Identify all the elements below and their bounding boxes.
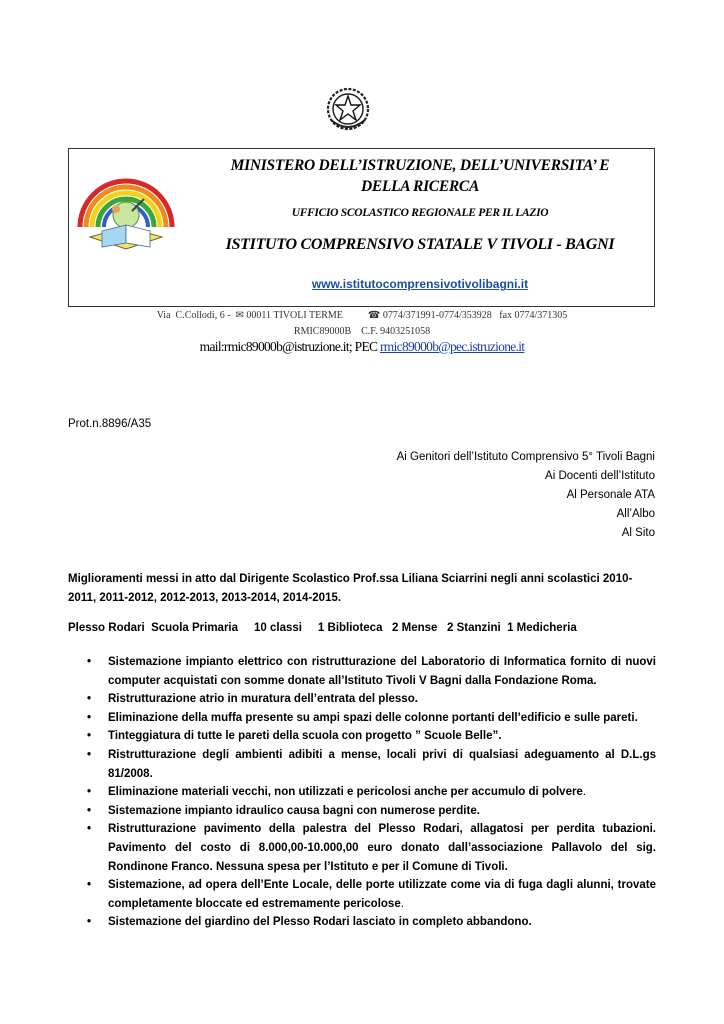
recipient: Al Sito [621,527,655,539]
institute-name: ISTITUTO COMPRENSIVO STATALE V TIVOLI - BAGNI [225,236,615,253]
list-item: • Sistemazione impianto elettrico con ristrutturazione del Laboratorio di Informatica fornito di nuovi computer acquistati con somme donate all’Istituto Tivoli V Bagni dalla Fondazione Roma. [68,653,656,690]
list-item: • Eliminazione della muffa presente su ampi spazi delle colonne portanti dell’edificio e sulle pareti. [68,709,656,728]
mail-link[interactable]: rmic89000b@istruzione.it; [223,339,352,354]
list-item: • Ristrutturazione pavimento della palestra del Plesso Rodari, allagatosi per perdita tubazioni. Pavimento del costo di 8.000,00-10.000,00 euro donato dall’associazione Pallavolo del sig. Rondinone Franco. Nessuna spesa per l’Istituto e per il Comune di Tivoli. [68,820,656,876]
address-line: Via C.Collodi, 6 - ✉ 00011 TIVOLI TERME ☎ 0774/371991-0774/353928 fax 0774/371305 [156,310,568,321]
website-link[interactable]: www.istitutocomprensivotivolibagni.it [311,277,529,291]
recipient: Ai Docenti dell’Istituto [545,470,655,482]
letterhead-box [68,148,655,307]
recipient: Ai Genitori dell’Istituto Comprensivo 5° Tivoli Bagni [396,451,655,463]
school-logo [72,157,180,257]
list-item: • Tinteggiatura di tutte le pareti della scuola con progetto ” Scuole Belle”. [68,727,656,746]
recipient: All’Albo [616,508,655,520]
improvements-list [68,653,656,932]
regional-office: UFFICIO SCOLASTICO REGIONALE PER IL LAZIO [291,207,549,219]
recipients [397,448,655,543]
list-item: • Ristrutturazione degli ambienti adibiti a mense, locali privi di qualsiasi adeguamento al D.L.gs 81/2008. [68,746,656,783]
list-item: • Sistemazione, ad opera dell’Ente Locale, delle porte utilizzate come via di fuga dagli alunni, trovate completamente bloccate ed estremamente pericolose. [68,876,656,913]
recipient: Al Personale ATA [566,489,655,501]
plesso-heading: Plesso Rodari Scuola Primaria 10 classi 1 Biblioteca 2 Mense 2 Stanzini 1 Medicheria [68,622,577,634]
phone-icon: ☎ [367,310,381,321]
mail-line: mail:rmic89000b@istruzione.it; PEC rmic89000b@pec.istruzione.it [199,339,525,354]
intro-paragraph: Miglioramenti messi in atto dal Dirigente Scolastico Prof.ssa Liliana Sciarrini negli anni scolastici 2010-2011, 2011-2012, 2012-2013, 2013-2014, 2014-2015. [68,573,633,604]
list-item: • Sistemazione del giardino del Plesso Rodari lasciato in completo abbandono. [68,913,656,932]
ministry-title: MINISTERO DELL’ISTRUZIONE, DELL’UNIVERSITA’ E DELLA RICERCA [230,157,610,195]
list-item: • Sistemazione impianto idraulico causa bagni con numerose perdite. [68,802,656,821]
list-item: • Eliminazione materiali vecchi, non utilizzati e pericolosi anche per accumulo di polvere. [68,783,656,802]
codes-line: RMIC89000B C.F. 9403251058 [293,326,431,337]
envelope-icon: ✉ [235,310,244,321]
republic-emblem-icon [325,86,371,132]
list-item: • Ristrutturazione atrio in muratura dell’entrata del plesso. [68,690,656,709]
pec-link[interactable]: rmic89000b@pec.istruzione.it [380,339,525,354]
protocol-number: Prot.n.8896/A35 [68,418,152,430]
